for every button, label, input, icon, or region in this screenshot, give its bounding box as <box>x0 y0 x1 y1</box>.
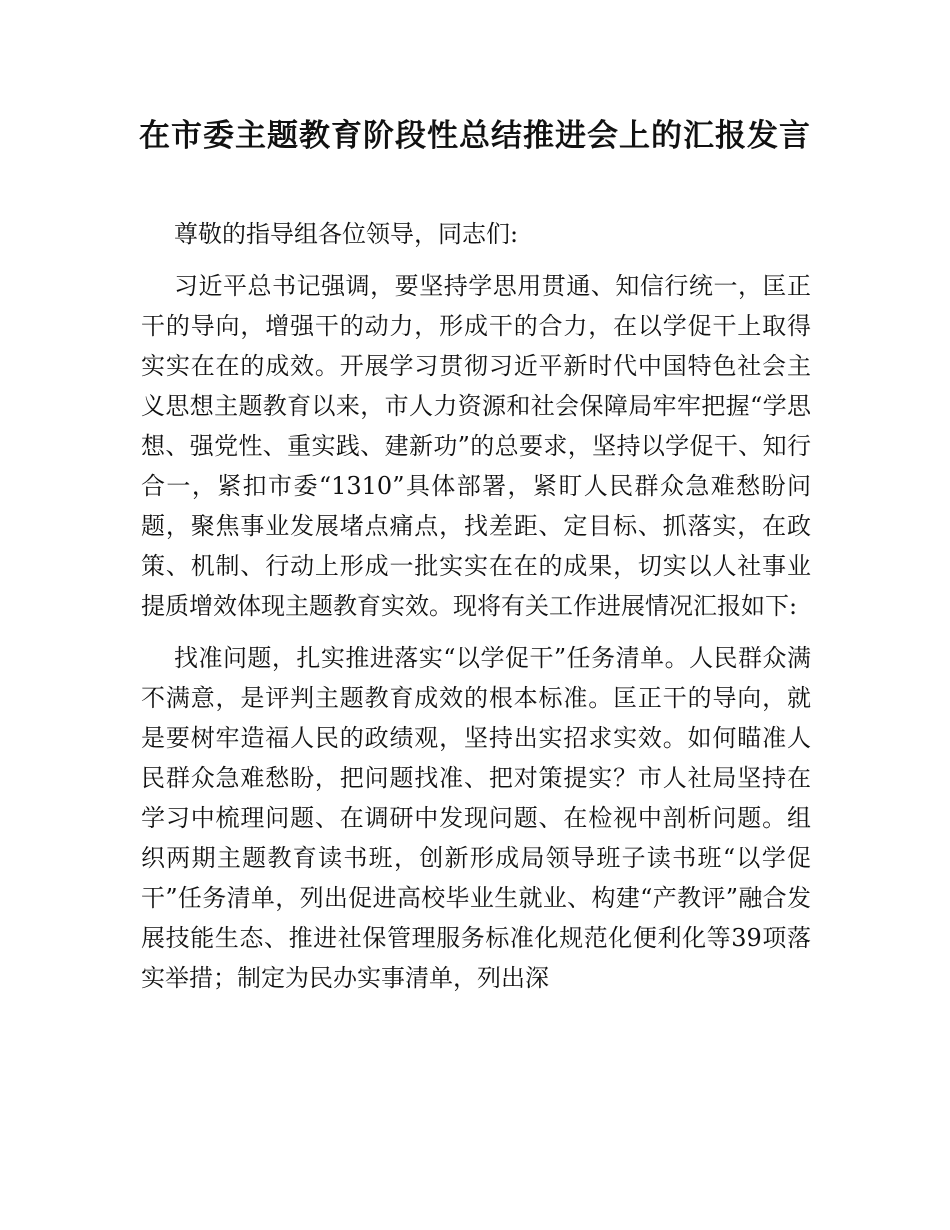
salutation: 尊敬的指导组各位领导，同志们: <box>174 220 519 248</box>
paragraph: 习近平总书记强调，要坚持学思用贯通、知信行统一，匡正干的导向，增强干的动力，形成干的合力，在以学促干上取得实实在在的成效。开展学习贯彻习近平新时代中国特色社会主义思想主题教育以来，市人力资源和社会保障局牢牢把握“学思想、强党性、重实践、建新功”的总要求，坚持以学促干、知行合一，紧扣市委“1310”具体部署，紧盯人民群众急难愁盼问题，聚焦事业发展堵点痛点，找差距、定目标、抓落实，在政策、机制、行动上形成一批实实在在的成果，切实以人社事业提质增效体现主题教育实效。现将有关工作进展情况汇报如下: <box>141 272 811 620</box>
document-body <box>141 214 811 1010</box>
paragraph: 找准问题，扎实推进落实“以学促干”任务清单。人民群众满不满意，是评判主题教育成效的根本标准。匡正干的导向，就是要树牢造福人民的政绩观，坚持出实招求实效。如何瞄准人民群众急难愁盼，把问题找准、把对策提实？市人社局坚持在学习中梳理问题、在调研中发现问题、在检视中剖析问题。组织两期主题教育读书班，创新形成局领导班子读书班“以学促干”任务清单，列出促进高校毕业生就业、构建“产教评”融合发展技能生态、推进社保管理服务标准化规范化便利化等39项落实举措；制定为民办实事清单，列出深 <box>141 644 811 992</box>
document-title: 在市委主题教育阶段性总结推进会上的汇报发言 <box>139 118 811 154</box>
